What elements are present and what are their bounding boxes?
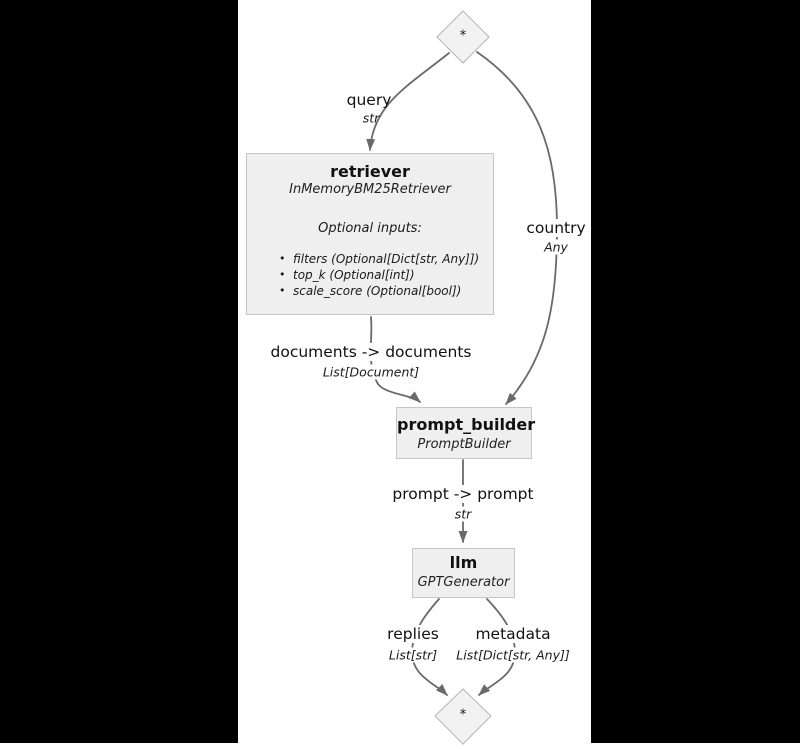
prompt-builder-title: prompt_builder [397,415,536,434]
optional-input-text: top_k (Optional[int]) [293,268,415,282]
edge-type-metadata: List[Dict[str, Any]] [456,647,570,663]
llm-title: llm [449,553,478,572]
prompt-builder-class-name: PromptBuilder [417,437,511,452]
node-llm [412,548,515,598]
edge-label-query: query [346,91,392,109]
edge-type-country: Any [544,239,568,255]
edge-type-replies: List[str] [388,647,438,663]
retriever-class-name: InMemoryBM25Retriever [289,182,451,197]
optional-input-item [277,267,479,283]
output-node-label: * [459,707,467,723]
bullet-icon: • [279,284,286,297]
optional-input-text: scale_score (Optional[bool]) [293,284,462,298]
edge-label-prompt: prompt -> prompt [392,485,534,503]
optional-input-item [277,283,479,299]
edge-label-country: country [526,219,586,237]
llm-class-name: GPTGenerator [417,575,510,590]
edge-label-replies: replies [387,625,439,643]
retriever-optional-inputs-header: Optional inputs: [318,221,422,236]
edge-type-documents: List[Document] [322,364,420,380]
bullet-icon: • [279,252,286,265]
edge-type-query: str [362,110,380,126]
bullet-icon: • [279,268,286,281]
retriever-title: retriever [330,162,410,181]
node-retriever [246,153,494,315]
edge-label-documents: documents -> documents [270,343,472,361]
optional-input-text: filters (Optional[Dict[str, Any]]) [293,252,480,266]
input-node-label: * [459,28,467,44]
node-prompt-builder [396,407,536,459]
edge-type-prompt: str [454,506,472,522]
optional-input-item [277,251,479,267]
retriever-optional-inputs-list [277,251,479,299]
edge-label-metadata: metadata [475,625,551,643]
